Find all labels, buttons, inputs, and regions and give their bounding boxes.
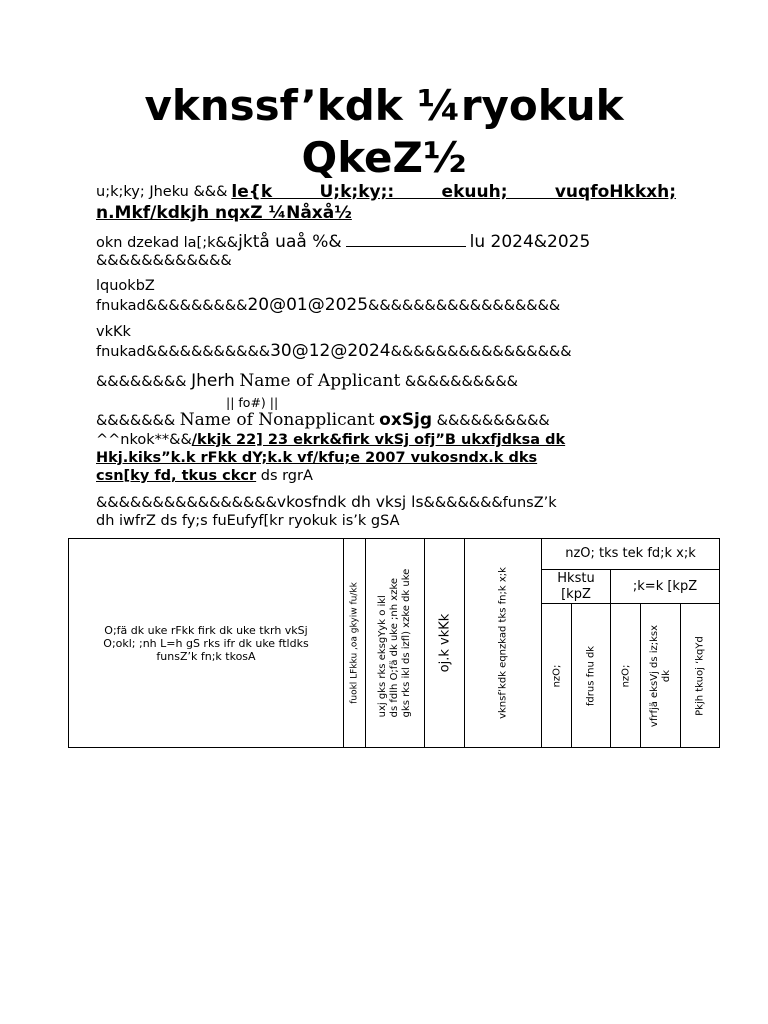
col-directive-number <box>465 539 542 748</box>
col-food-days-text: fdrus fnu dk <box>585 645 597 706</box>
col-directive-text: vknsf’kdk eqnzkad tks fn;k x;k <box>497 567 509 719</box>
case-number-blank <box>346 234 466 247</box>
nonapplicant-line <box>96 411 676 431</box>
col-order-text: oj.k vkKk <box>437 613 452 673</box>
subject-line-2 <box>96 449 676 468</box>
desc-line-2: dh iwfrZ ds fy;s fuEufyf[kr ryokuk is’k gSA <box>96 513 400 529</box>
sub-header-food <box>542 570 611 604</box>
col-travel-motor <box>641 604 681 748</box>
hearing-date-prefix: fnukad&&&&&&&&& <box>96 298 248 314</box>
col-travel-amount <box>611 604 641 748</box>
court-line <box>96 183 676 202</box>
applicant-name: Jherh <box>191 371 235 391</box>
subject-text-1: /kkjk 22] 23 ekrk&firk vkSj ofj”B ukxfjdksa dk <box>191 432 566 448</box>
col-person-details <box>69 539 344 748</box>
subject-suffix: ds rgrA <box>260 468 313 484</box>
order-date-value: 30@12@2024 <box>270 341 391 361</box>
col-locality <box>366 539 425 748</box>
order-date-line <box>96 342 676 362</box>
court-name-line1: le{k U;k;ky;: ekuuh; vuqfoHkkxh; <box>231 182 676 202</box>
applicant-suffix: &&&&&&&&&& <box>404 374 518 390</box>
col-locality-line-3: gks rks ikl ds izfl) xzke dk uke <box>401 568 412 718</box>
col-residence-text: fuokl LFkku ,oa gkyiw fu/kk <box>349 582 359 704</box>
col-person-text: O;fä dk uke rFkk firk dk uke tkrh vkSj O;okl; ;nh L=h gS rks ifr dk uke ftldks funsZ’k fn;k tkosA <box>103 623 309 663</box>
subject-line-1 <box>96 431 676 450</box>
nonapplicant-name: oxSjg <box>379 410 433 430</box>
court-line-2 <box>96 204 676 224</box>
applicant-label: Name of Applicant <box>239 371 401 391</box>
col-food-amount-text: nzO; <box>551 664 562 687</box>
case-year: lu 2024&2025 <box>469 232 591 252</box>
applicant-prefix: &&&&&&&& <box>96 374 187 390</box>
court-name-line2: n.Mkf/kdkjh nqxZ ¼Nåxå½ <box>96 203 352 223</box>
order-date-prefix: fnukad&&&&&&&&&&& <box>96 344 271 360</box>
page-title: vknssf’kdk ¼ryokuk QkeZ½ <box>144 81 624 182</box>
subject-line-3 <box>96 467 676 486</box>
versus: || fo#) || <box>226 395 279 410</box>
col-travel-motor-text: vfrfjä eksVj ds iz;ksx dk <box>648 624 672 727</box>
hearing-date-suffix: &&&&&&&&&&&&&&&&& <box>368 298 561 314</box>
group-header-text: nzO; tks tek fd;k x;k <box>565 546 696 561</box>
sub-header-travel-text: ;k=k [kpZ <box>632 578 698 594</box>
col-locality-line-1: uxj gks rks eksgYyk o ikl <box>377 595 388 718</box>
desc-fill: &&&&&&&&&&&&&&&& <box>96 495 277 511</box>
subject-text-3: csn[ky fd, tkus ckcr <box>96 468 257 484</box>
desc-direction: &&&&&&&funsZ’k <box>423 495 557 511</box>
subject-text-2: Hkj.kiks”k.k rFkk dY;k.k vf/kfu;e 2007 vukosndx.k dks <box>96 450 538 466</box>
order-date-suffix: &&&&&&&&&&&&&&&& <box>390 344 572 360</box>
group-header-money <box>542 539 720 570</box>
col-locality-line-2: ds fdlh O;fä dk uke ;nh xzke <box>389 577 400 718</box>
col-order <box>425 539 465 748</box>
case-number-label: okn dzekad la[;k&& <box>96 235 239 251</box>
sub-header-travel <box>611 570 720 604</box>
hearing-date-line <box>96 296 676 316</box>
col-residence <box>344 539 366 748</box>
col-locality-text <box>377 569 413 718</box>
applicant-line <box>96 372 676 392</box>
col-food-amount <box>542 604 572 748</box>
nonapplicant-suffix: &&&&&&&&&& <box>436 413 550 429</box>
desc-line-1 <box>96 493 676 513</box>
col-travel-animal-text: Pkjh tkuoj ‘kqYd <box>694 635 706 716</box>
hearing-date-value: 20@01@2025 <box>247 295 369 315</box>
nonapplicant-prefix: &&&&&&& <box>96 413 176 429</box>
summons-table <box>68 538 720 748</box>
nonapplicant-label: Name of Nonapplicant <box>179 410 375 430</box>
col-travel-amount-text: nzO; <box>620 664 631 687</box>
col-travel-animal <box>681 604 720 748</box>
desc-from: vkosfndk dh vksj ls <box>276 493 424 511</box>
subject-prefix: ^^nkok**&& <box>96 432 192 448</box>
hearing-label: lquokbZ <box>96 278 155 294</box>
sub-header-food-text: Hkstu [kpZ <box>557 570 595 602</box>
court-prefix: u;k;ky; Jheku &&& <box>96 184 228 200</box>
case-number-value: jktå uaå %& <box>238 232 342 252</box>
case-filler: &&&&&&&&&&&& <box>96 253 232 269</box>
order-label: vkKk <box>96 324 131 340</box>
case-number-line <box>96 233 676 253</box>
col-food-days <box>572 604 611 748</box>
